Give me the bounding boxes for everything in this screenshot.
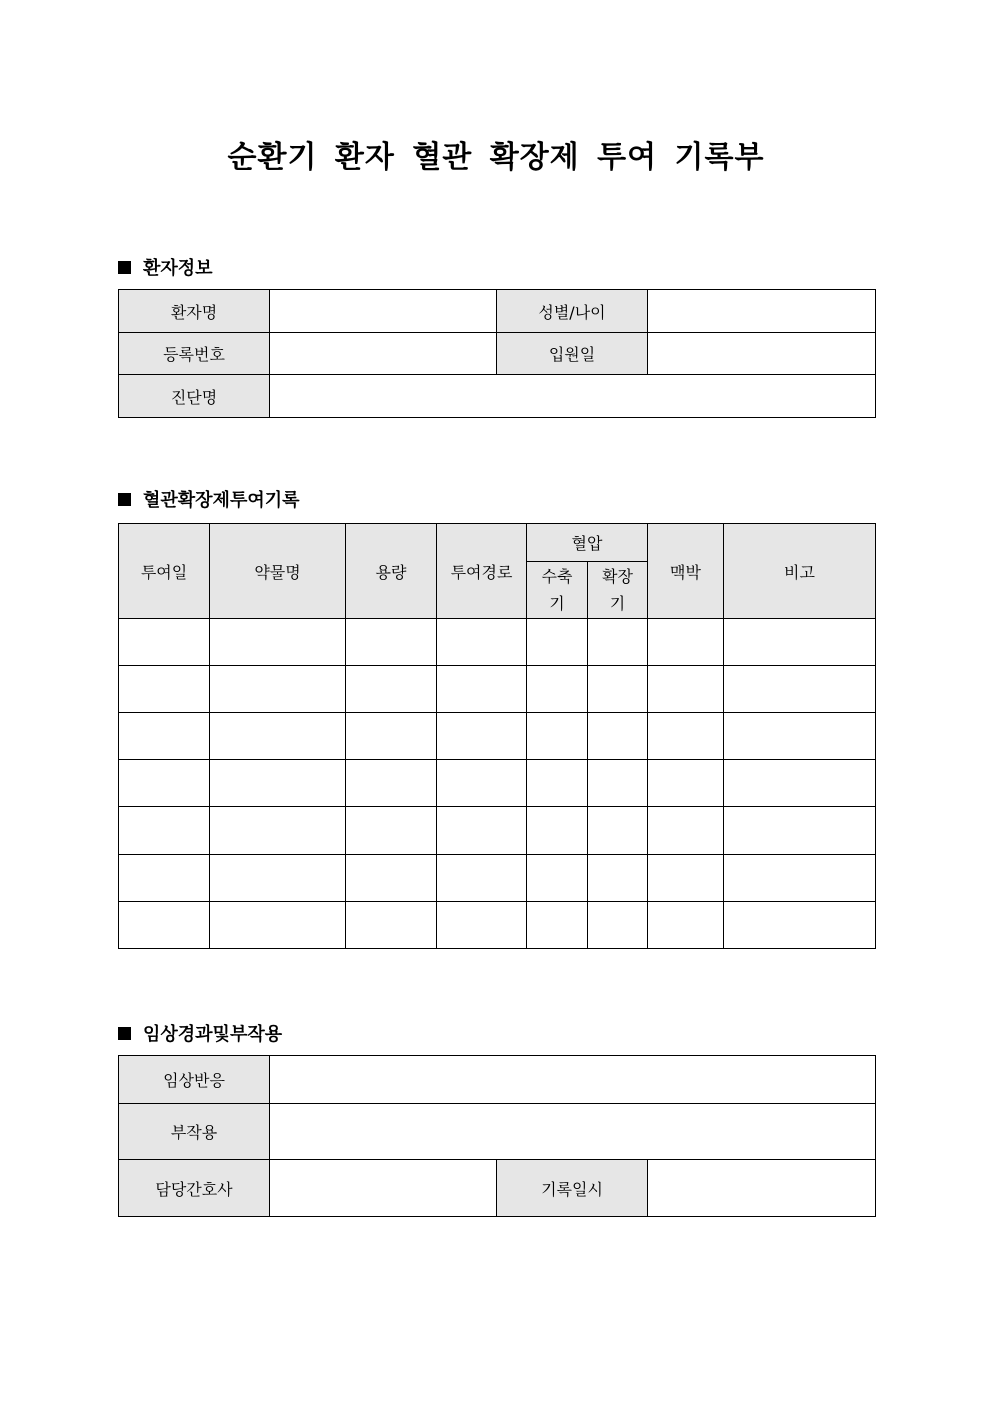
cell[interactable] — [346, 760, 437, 807]
cell[interactable] — [724, 619, 876, 666]
cell[interactable] — [724, 807, 876, 855]
admission-label: 입원일 — [497, 333, 648, 375]
table-row — [119, 666, 876, 713]
cell[interactable] — [724, 902, 876, 949]
cell[interactable] — [724, 760, 876, 807]
record-time-label: 기록일시 — [497, 1160, 648, 1217]
cell[interactable] — [648, 760, 724, 807]
cell[interactable] — [437, 902, 527, 949]
cell[interactable] — [346, 902, 437, 949]
cell[interactable] — [527, 807, 588, 855]
clinical-table — [118, 1055, 876, 1217]
header-pulse: 맥박 — [648, 524, 724, 619]
cell[interactable] — [648, 855, 724, 902]
cell[interactable] — [588, 902, 648, 949]
cell[interactable] — [346, 713, 437, 760]
cell[interactable] — [648, 902, 724, 949]
side-effect-field[interactable] — [270, 1104, 876, 1160]
table-row — [119, 760, 876, 807]
cell[interactable] — [210, 807, 346, 855]
patient-info-table — [118, 289, 876, 418]
response-label: 임상반응 — [119, 1056, 270, 1104]
cell[interactable] — [346, 807, 437, 855]
cell[interactable] — [437, 807, 527, 855]
cell[interactable] — [527, 619, 588, 666]
cell[interactable] — [527, 713, 588, 760]
cell[interactable] — [210, 855, 346, 902]
cell[interactable] — [119, 619, 210, 666]
cell[interactable] — [437, 760, 527, 807]
table-row — [119, 855, 876, 902]
cell[interactable] — [119, 713, 210, 760]
nurse-field[interactable] — [270, 1160, 497, 1217]
page-title: 순환기 환자 혈관 확장제 투여 기록부 — [227, 140, 765, 175]
cell[interactable] — [119, 666, 210, 713]
cell[interactable] — [119, 855, 210, 902]
cell[interactable] — [648, 713, 724, 760]
patient-section-label: 환자정보 — [143, 258, 213, 279]
header-drug: 약물명 — [210, 524, 346, 619]
header-route: 투여경로 — [437, 524, 527, 619]
cell[interactable] — [119, 807, 210, 855]
clinical-section-heading — [118, 1020, 282, 1046]
name-field[interactable] — [270, 290, 497, 333]
cell[interactable] — [210, 760, 346, 807]
nurse-label: 담당간호사 — [119, 1160, 270, 1217]
header-note: 비고 — [724, 524, 876, 619]
square-bullet-icon — [118, 261, 131, 274]
cell[interactable] — [648, 666, 724, 713]
cell[interactable] — [437, 713, 527, 760]
cell[interactable] — [346, 855, 437, 902]
cell[interactable] — [588, 619, 648, 666]
response-field[interactable] — [270, 1056, 876, 1104]
cell[interactable] — [527, 855, 588, 902]
cell[interactable] — [210, 902, 346, 949]
cell[interactable] — [346, 619, 437, 666]
cell[interactable] — [210, 666, 346, 713]
cell[interactable] — [346, 666, 437, 713]
table-row — [119, 807, 876, 855]
cell[interactable] — [724, 713, 876, 760]
header-systolic: 수축기 — [527, 562, 588, 619]
record-time-field[interactable] — [648, 1160, 876, 1217]
cell[interactable] — [724, 666, 876, 713]
cell[interactable] — [648, 807, 724, 855]
cell[interactable] — [588, 807, 648, 855]
cell[interactable] — [437, 855, 527, 902]
cell[interactable] — [527, 760, 588, 807]
clinical-section-label: 임상경과및부작용 — [143, 1024, 283, 1045]
cell[interactable] — [527, 902, 588, 949]
cell[interactable] — [210, 713, 346, 760]
admin-section-heading — [118, 486, 300, 512]
cell[interactable] — [119, 902, 210, 949]
reg-no-field[interactable] — [270, 333, 497, 375]
admin-record-table — [118, 523, 876, 949]
diagnosis-field[interactable] — [270, 375, 876, 418]
cell[interactable] — [527, 666, 588, 713]
reg-no-label: 등록번호 — [119, 333, 270, 375]
admin-section-label: 혈관확장제투여기록 — [143, 490, 300, 511]
name-label: 환자명 — [119, 290, 270, 333]
header-diastolic: 확장기 — [588, 562, 648, 619]
header-bp: 혈압 — [527, 524, 648, 562]
side-effect-label: 부작용 — [119, 1104, 270, 1160]
cell[interactable] — [588, 760, 648, 807]
admission-field[interactable] — [648, 333, 876, 375]
sex-age-label: 성별/나이 — [497, 290, 648, 333]
table-row — [119, 619, 876, 666]
table-row — [119, 713, 876, 760]
cell[interactable] — [437, 619, 527, 666]
cell[interactable] — [648, 619, 724, 666]
header-date: 투여일 — [119, 524, 210, 619]
header-dose: 용량 — [346, 524, 437, 619]
cell[interactable] — [724, 855, 876, 902]
cell[interactable] — [210, 619, 346, 666]
cell[interactable] — [119, 760, 210, 807]
cell[interactable] — [588, 713, 648, 760]
diagnosis-label: 진단명 — [119, 375, 270, 418]
square-bullet-icon — [118, 1027, 131, 1040]
square-bullet-icon — [118, 493, 131, 506]
table-row — [119, 902, 876, 949]
cell[interactable] — [437, 666, 527, 713]
sex-age-field[interactable] — [648, 290, 876, 333]
cell[interactable] — [588, 855, 648, 902]
cell[interactable] — [588, 666, 648, 713]
patient-section-heading — [118, 254, 213, 280]
